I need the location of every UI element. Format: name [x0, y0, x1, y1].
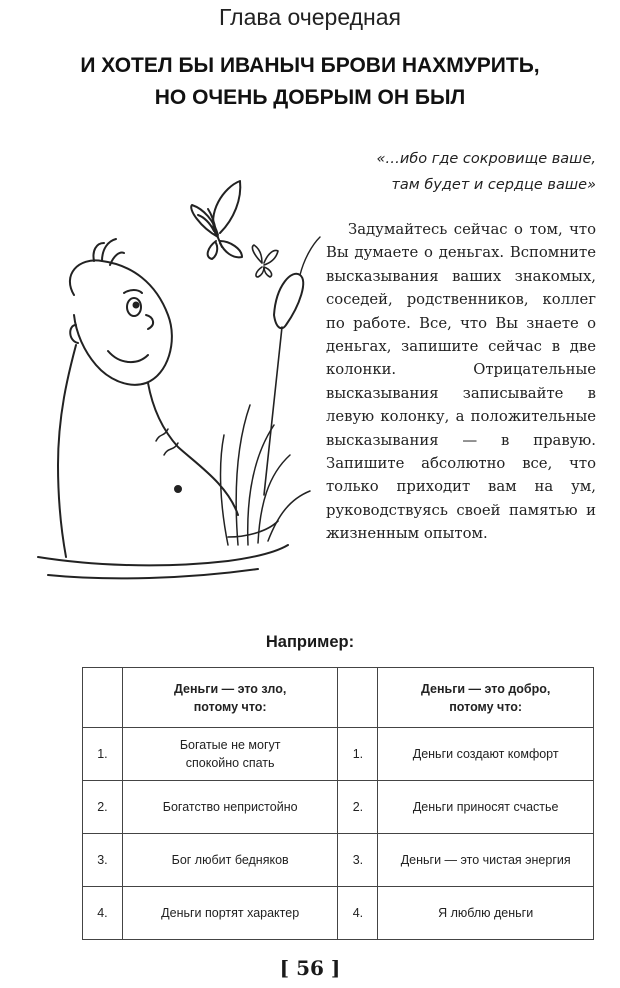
table-row [83, 728, 594, 781]
man-in-water-with-butterflies-illustration [28, 165, 328, 585]
epigraph-line: «…ибо где сокровище ваше, [376, 151, 596, 167]
row-number-left: 3. [83, 834, 123, 887]
positive-reason: Деньги — это чистая энергия [378, 834, 594, 887]
table-row [83, 834, 594, 887]
negative-reason: Деньги портят характер [122, 887, 338, 940]
table-header-row [83, 668, 594, 728]
negative-reason: Богатые не могут спокойно спать [122, 728, 338, 781]
butterfly-large-icon [191, 181, 242, 259]
example-label: Например: [265, 633, 355, 651]
row-number-right: 1. [338, 728, 378, 781]
table-cell-empty [83, 668, 123, 728]
title-line: НО ОЧЕНЬ ДОБРЫМ ОН БЫЛ [154, 86, 466, 109]
butterfly-small-icon [252, 245, 278, 277]
row-number-right: 2. [338, 781, 378, 834]
negative-reason: Богатство непристойно [122, 781, 338, 834]
body-paragraph: Задумайтесь сейчас о том, что Вы думаете о деньгах. Вспомните высказывания ваших знакомых, соседей, родственников, коллег по работе. Все, что Вы знаете о деньгах, запишите сейчас в две колонки. Отрицательные высказывания записывайте в левую колонку, а положительные высказывания — в правую. Запишите абсолютно все, что только приходит вам на ум, руководствуясь своей памятью и жизненным опытом. [326, 221, 596, 543]
epigraph [326, 146, 596, 198]
chapter-title [20, 50, 600, 114]
row-number-right: 4. [338, 887, 378, 940]
positive-reason: Деньги приносят счастье [378, 781, 594, 834]
chapter-label: Глава очередная [218, 4, 402, 30]
row-number-left: 1. [83, 728, 123, 781]
table-row [83, 781, 594, 834]
negative-reason: Бог любит бедняков [122, 834, 338, 887]
page-number: [ 56 ] [279, 956, 341, 980]
table-header-left: Деньги — это зло, потому что: [122, 668, 338, 728]
row-number-right: 3. [338, 834, 378, 887]
table-header-right: Деньги — это добро, потому что: [378, 668, 594, 728]
positive-reason: Я люблю деньги [378, 887, 594, 940]
table-row [83, 887, 594, 940]
row-number-left: 2. [83, 781, 123, 834]
positive-reason: Деньги создают комфорт [378, 728, 594, 781]
epigraph-line: там будет и сердце ваше» [391, 177, 596, 193]
table-cell-empty [338, 668, 378, 728]
row-number-left: 4. [83, 887, 123, 940]
example-table [82, 667, 594, 940]
title-line: И ХОТЕЛ БЫ ИВАНЫЧ БРОВИ НАХМУРИТЬ, [80, 54, 540, 77]
